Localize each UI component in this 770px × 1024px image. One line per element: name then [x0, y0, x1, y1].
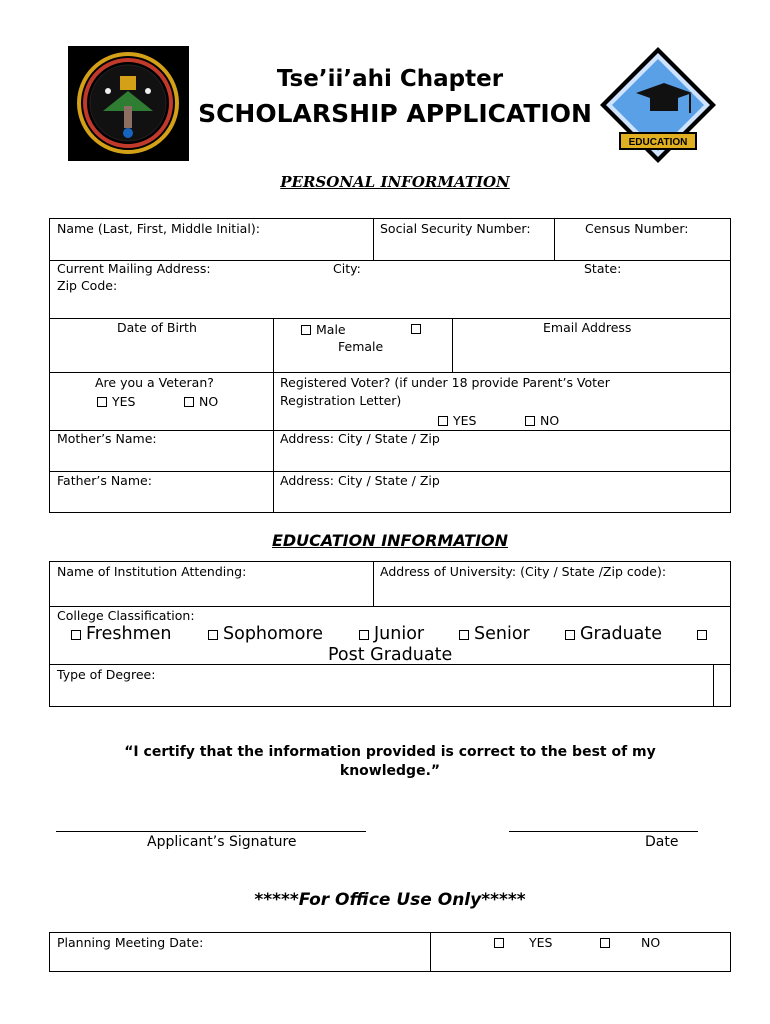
census-number-field[interactable]: Census Number:	[585, 221, 689, 236]
freshmen-checkbox-icon[interactable]	[71, 630, 81, 640]
education-badge-text: EDUCATION	[628, 137, 688, 148]
veteran-no-checkbox-icon[interactable]	[184, 397, 194, 407]
freshmen-option[interactable]: Freshmen	[71, 624, 171, 645]
university-address-field[interactable]: Address of University: (City / State /Zip code):	[380, 564, 667, 579]
graduate-option[interactable]: Graduate	[565, 624, 662, 645]
post-graduate-checkbox-icon[interactable]	[697, 630, 707, 640]
male-checkbox-icon[interactable]	[301, 325, 311, 335]
senior-checkbox-icon[interactable]	[459, 630, 469, 640]
mothers-name-field[interactable]: Mother’s Name:	[57, 431, 157, 446]
graduate-checkbox-icon[interactable]	[565, 630, 575, 640]
office-use-heading: *****For Office Use Only*****	[254, 890, 526, 910]
name-field[interactable]: Name (Last, First, Middle Initial):	[57, 221, 260, 236]
senior-option[interactable]: Senior	[459, 624, 530, 645]
application-title: SCHOLARSHIP APPLICATION	[198, 99, 592, 128]
veteran-no-option[interactable]: NO	[184, 393, 218, 410]
ssn-field[interactable]: Social Security Number:	[380, 221, 531, 236]
office-yes-option[interactable]: YES	[494, 934, 552, 951]
education-graduation-cap-logo	[598, 45, 718, 165]
voter-yes-checkbox-icon[interactable]	[438, 416, 448, 426]
institution-field[interactable]: Name of Institution Attending:	[57, 564, 247, 579]
personal-information-heading: PERSONAL INFORMATION	[280, 173, 510, 191]
college-classification-label: College Classification:	[57, 608, 195, 623]
office-yes-checkbox-icon[interactable]	[494, 938, 504, 948]
date-line[interactable]	[509, 831, 698, 832]
female-checkbox-icon[interactable]	[411, 324, 421, 334]
voter-no-checkbox-icon[interactable]	[525, 416, 535, 426]
registered-voter-question-cont: Registration Letter)	[280, 393, 402, 408]
certification-statement: “I certify that the information provided is correct to the best of my knowledge.”	[124, 744, 656, 779]
sophomore-checkbox-icon[interactable]	[208, 630, 218, 640]
zip-code-field[interactable]: Zip Code:	[57, 278, 118, 293]
mothers-address-field[interactable]: Address: City / State / Zip	[280, 431, 440, 446]
date-label: Date	[645, 834, 679, 850]
fathers-name-field[interactable]: Father’s Name:	[57, 473, 152, 488]
sophomore-option[interactable]: Sophomore	[208, 624, 323, 645]
post-graduate-checkbox[interactable]	[697, 624, 712, 645]
office-no-checkbox-icon[interactable]	[600, 938, 610, 948]
education-information-heading: EDUCATION INFORMATION	[271, 531, 509, 550]
chapter-title: Tse’ii’ahi Chapter	[276, 66, 504, 92]
city-field[interactable]: City:	[333, 261, 361, 276]
post-graduate-label: Post Graduate	[328, 645, 453, 665]
fathers-address-field[interactable]: Address: City / State / Zip	[280, 473, 440, 488]
junior-checkbox-icon[interactable]	[359, 630, 369, 640]
voter-yes-option[interactable]: YES	[438, 412, 476, 429]
female-label: Female	[338, 339, 384, 354]
veteran-yes-option[interactable]: YES	[97, 393, 135, 410]
registered-voter-question: Registered Voter? (if under 18 provide Parent’s Voter	[280, 375, 610, 390]
male-option[interactable]: Male	[301, 321, 346, 338]
veteran-yes-checkbox-icon[interactable]	[97, 397, 107, 407]
applicant-signature-label: Applicant’s Signature	[147, 834, 297, 850]
applicant-signature-line[interactable]	[56, 831, 366, 832]
office-no-option[interactable]: NO	[600, 934, 660, 951]
voter-no-option[interactable]: NO	[525, 412, 559, 429]
chapter-seal-logo	[68, 46, 189, 161]
planning-meeting-date-field[interactable]: Planning Meeting Date:	[57, 935, 204, 950]
veteran-question: Are you a Veteran?	[95, 375, 214, 390]
type-of-degree-field[interactable]: Type of Degree:	[57, 667, 156, 682]
email-address-field[interactable]: Email Address	[543, 320, 632, 335]
mailing-address-field[interactable]: Current Mailing Address:	[57, 261, 211, 276]
junior-option[interactable]: Junior	[359, 624, 424, 645]
date-of-birth-field[interactable]: Date of Birth	[117, 320, 197, 335]
female-checkbox[interactable]	[411, 320, 426, 337]
state-field[interactable]: State:	[584, 261, 622, 276]
